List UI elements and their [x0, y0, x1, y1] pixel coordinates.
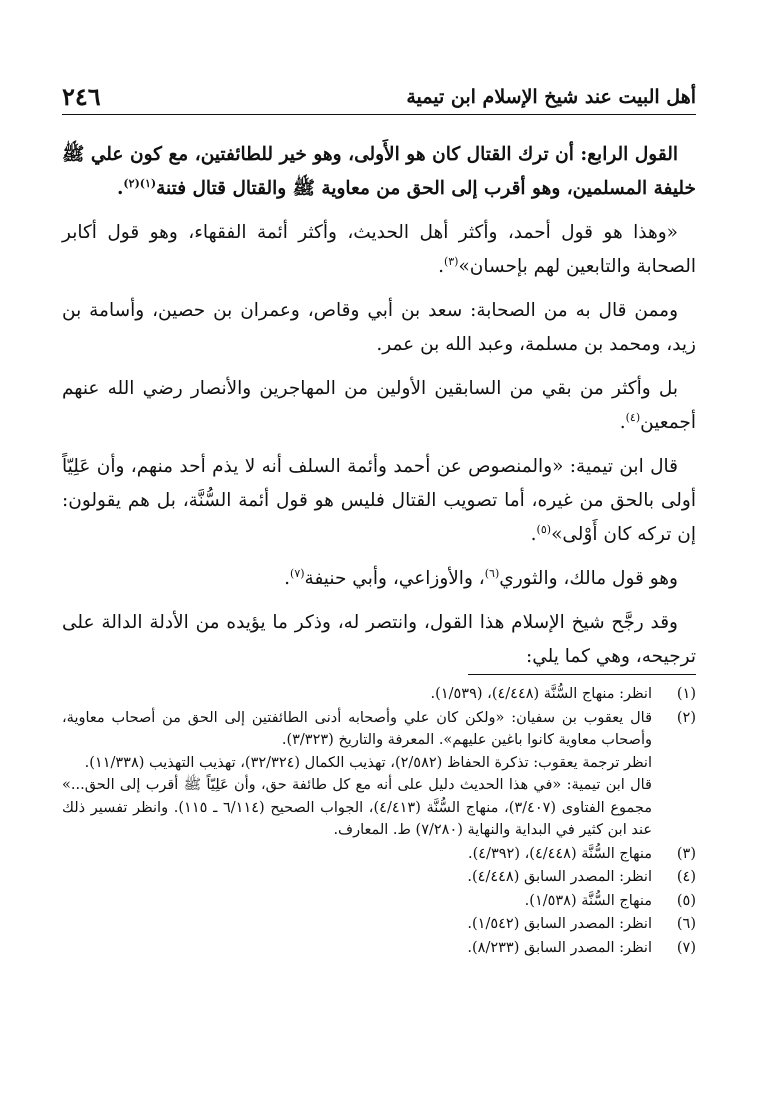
main-text: [62, 138, 696, 684]
paragraph-quote-ahmad: [62, 216, 696, 284]
paragraph-text: وممن قال به من الصحابة: سعد بن أبي وقاص، وعمران بن حصين، وأسامة بن زيد، ومحمد بن مسلمة، وعبد الله بن عمر.: [62, 300, 696, 355]
page-number: ٢٤٦: [62, 82, 101, 111]
footnote-body: [62, 937, 652, 960]
footnote-ref: (٧): [290, 566, 305, 580]
footnote-number: (٦): [676, 916, 696, 932]
footnote-line: منهاج السُّنَّة (٤/٤٤٨)، (٤/٣٩٢).: [468, 845, 652, 862]
footnote-line: قال ابن تيمية: «في هذا الحديث دليل على أنه مع كل طائفة حق، وأن عَلِيّاً ﷺ أقرب إلى الحق...» مجموع الفتاوى (٣/٤٠٧)، منهاج السُّنَّة (٤/٤١٣)، الجواب الصحيح (٦/١١٤ ـ ١١٥). وانظر تفسير ذلك عند ابن كثير في البداية والنهاية (٧/٢٨٠) ط. المعارف.: [62, 777, 652, 838]
footnote-ref: (٣): [443, 254, 459, 268]
footnote-line: منهاج السُّنَّة (١/٥٣٨).: [524, 892, 652, 909]
footnote-ref: (٥): [536, 522, 552, 536]
paragraph-text: بل وأكثر من بقي من السابقين الأولين من المهاجرين والأنصار رضي الله عنهم أجمعين: [62, 378, 696, 433]
footnote-body: [62, 707, 652, 842]
paragraph-early-muslims: [62, 372, 696, 440]
paragraph-end: .: [530, 524, 537, 545]
footnote-line: انظر: المصدر السابق (٤/٤٤٨).: [467, 869, 652, 885]
footnote-number: (٧): [676, 939, 696, 956]
footnote: [62, 707, 696, 842]
footnote-number: (١): [676, 686, 696, 702]
paragraph-scholars: [62, 562, 696, 596]
paragraph-text: وقد رجَّح شيخ الإسلام هذا القول، وانتصر له، وذكر ما يؤيده من الأدلة الدالة على ترجيحه، وهي كما يلي:: [62, 612, 696, 667]
footnote: [62, 890, 696, 913]
footnote-number: (٥): [676, 892, 696, 909]
paragraph-end: .: [284, 568, 291, 589]
footnote: [62, 937, 696, 960]
footnote-line: انظر ترجمة يعقوب: تذكرة الحفاظ (٢/٥٨٢)، تهذيب الكمال (٣٢/٣٢٤)، تهذيب التهذيب (١١/٣٣٨).: [84, 754, 652, 771]
paragraph-text: القول الرابع: أن ترك القتال كان هو الأَولى، وهو خير للطائفتين، مع كون علي ﷺ خليفة المسلمين، وهو أقرب إلى الحق من معاوية ﷺ والقتال قتال فتنة: [62, 144, 696, 199]
paragraph-companions: [62, 294, 696, 362]
running-header: [62, 82, 696, 115]
footnote-body: [62, 913, 652, 936]
paragraph-end: .: [619, 412, 626, 433]
footnote: [62, 843, 696, 866]
paragraph-text: «وهذا هو قول أحمد، وأكثر أهل الحديث، وأكثر أئمة الفقهاء، وهو قول أكابر الصحابة والتابعين لهم بإحسان»: [62, 222, 696, 277]
footnote-number: (٤): [676, 869, 696, 885]
paragraph-ibn-taymiyya-quote: [62, 450, 696, 552]
footnote: [62, 866, 696, 889]
footnote-number: (٢): [676, 709, 696, 726]
footnote: [62, 913, 696, 936]
footnote-ref: (٦): [484, 566, 500, 580]
footnote-line: قال يعقوب بن سفيان: «ولكن كان علي وأصحابه أدنى الطائفتين إلى الحق من أصحاب معاوية، وأصحاب معاوية كانوا باغين عليهم». المعرفة والتاريخ (٣/٣٢٣).: [62, 709, 652, 748]
paragraph-conclusion: [62, 606, 696, 674]
paragraph-fourth-opinion: [62, 138, 696, 206]
footnotes: [62, 683, 696, 960]
footnote-body: [62, 843, 652, 866]
footnote-body: [62, 890, 652, 913]
footnote: [62, 683, 696, 706]
footnote-line: انظر: المصدر السابق (٨/٢٣٣).: [467, 939, 652, 956]
footnote-line: انظر: المصدر السابق (١/٥٤٢).: [467, 916, 652, 932]
paragraph-end: .: [438, 256, 444, 277]
footnote-body: [62, 866, 652, 889]
footnote-ref: (٤): [625, 410, 641, 424]
paragraph-text: ، والأوزاعي، وأبي حنيفة: [304, 568, 485, 589]
footnote-number: (٣): [676, 845, 696, 862]
paragraph-text: قال ابن تيمية: «والمنصوص عن أحمد وأئمة السلف أنه لا يذم أحد منهم، وأن عَلِيّاً أولى بالحق من غيره، أما تصويب القتال فليس هو قول أئمة السُّنَّة، بل هم يقولون: إن تركه كان أَوْلى»: [62, 456, 696, 545]
separator-line: [468, 674, 696, 675]
footnote-ref: (١)(٢): [123, 176, 157, 190]
paragraph-text: وهو قول مالك، والثوري: [499, 568, 678, 589]
footnote-body: [62, 683, 652, 706]
paragraph-end: .: [116, 178, 124, 199]
footnote-line: انظر: منهاج السُّنَّة (٤/٤٤٨)، (١/٥٣٩).: [430, 686, 652, 702]
header-title: أهل البيت عند شيخ الإسلام ابن تيمية: [406, 86, 696, 108]
